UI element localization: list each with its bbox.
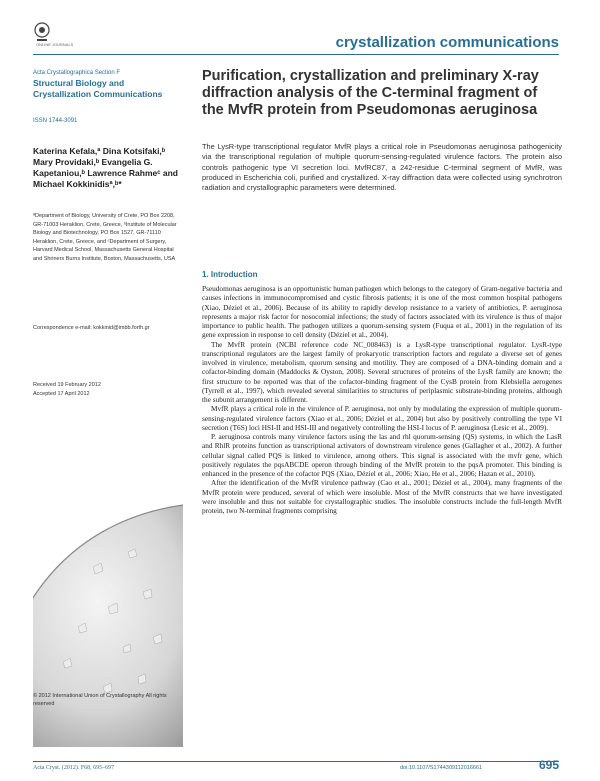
footer-citation: Acta Cryst. (2012). F68, 695–697 (33, 765, 115, 771)
received-date: Received 19 February 2012 (33, 382, 101, 388)
paragraph: MvfR plays a critical role in the virulence of P. aeruginosa, not only by modulating the expression of multiple quorum-sensing-regulated virulence factors (Xiao et al., 2006; Déziel et al., 2004) but also by positively controlling the type VI secretion (T6S) loci HSI-II and HSI-III and negatively controlling the HSI-I locus of P. aeruginosa (Lesic et al., 2009). (202, 404, 562, 432)
correspondence: Correspondence e-mail: kokkinid@imbb.forth.gr (33, 325, 150, 331)
body-text (202, 284, 562, 515)
journal-header: crystallization communications (335, 34, 559, 51)
dates (33, 381, 183, 398)
article-title: Purification, crystallization and preliminary X-ray diffraction analysis of the C-terminal fragment of the MvfR protein from Pseudomonas aeruginosa (202, 68, 539, 118)
footer-rule (33, 761, 559, 762)
abstract: The LysR-type transcriptional regulator MvfR plays a critical role in Pseudomonas aeruginosa pathogenicity via the transcriptional regulation of multiple quorum-sensing-regulated virulence factors. The protein also controls pathogenic type VI secretion loci. MvfRC87, a 242-residue C-terminal segment of MvfR, was produced in Escherichia coli, purified and crystallized. X-ray diffraction data were collected using synchrotron radiation and crystallographic parameters were determined. (202, 142, 562, 193)
authors: Katerina Kefala,ª Dina Kotsifaki,ᵇ Mary Providaki,ᵇ Evangelia G. Kapetaniou,ᵇ Lawrence Rahmeᶜ and Michael Kokkinidisª,ᵇ* (33, 146, 178, 189)
copyright: © 2012 International Union of Crystallography All rights reserved (33, 693, 167, 707)
footer-doi: doi:10.1107/S1744309112016661 (400, 765, 483, 771)
logo-caption: ONLINE JOURNALS (36, 42, 74, 47)
accepted-date: Accepted 17 April 2012 (33, 390, 90, 397)
page-number: 695 (538, 758, 559, 772)
paragraph: The MvfR protein (NCBI reference code NC_008463) is a LysR-type transcriptional regulator. LysR-type transcriptional regulators are the largest family of prokaryotic transcription factors and regulate a diverse set of genes involved in virulence, metabolism, quorum sensing and motility. They are composed of a DNA-binding domain and a cofactor-binding domain (Maddocks & Oyston, 2008). Several structures of proteins of the LysR family are known; the first structure to be reported was that of the cofactor-binding fragment of the CysB protein from Klebsiella aerogenes (Tyrrell et al., 1997), which revealed several similarities to structures of periplasmic substrate-binding proteins, although the subunit arrangement is different. (202, 339, 562, 404)
affiliations: ªDepartment of Biology, University of Crete, PO Box 2208, GR-71003 Heraklion, Crete, Greece, ᵇInstitute of Molecular Biology and Biotechnology, PO Box 1527, GR-71110 Heraklion, Crete, Greece, and ᶜDepartment of Surgery, Harvard Medical School, Massachusetts General Hospital and Shriners Burns Institute, Boston, Massachusetts, USA (33, 213, 177, 262)
section-label: Acta Crystallographica Section F (33, 70, 121, 76)
header-rule (33, 54, 559, 55)
paragraph: Pseudomonas aeruginosa is an opportunistic human pathogen which belongs to the category of Gram-negative bacteria and causes infections in immunocompromised and cystic fibrosis patients; it is one of the most common hospital pathogens (Xiao, Déziel et al., 2006). Because of its ability to rapidly develop resistance to a variety of antibiotics, P. aeruginosa represents a major risk factor for nosocomial infections; the study of factors associated with its virulence is thus of major importance to public health. The pathogen utilizes a quorum-sensing system (Fuqua et al., 2001) in the regulation of its gene expression in response to cell density (Déziel et al., 2004). (202, 284, 562, 340)
issn: ISSN 1744-3091 (33, 118, 78, 124)
paragraph: P. aeruginosa controls many virulence factors using the las and rhl quorum-sensing (QS) systems, in which the LasR and RhlR proteins function as transcriptional activators of downstream virulence genes (Gallagher et al., 2002). A further cellular signal called PQS is linked to virulence, among others. This signal is associated with the mvfr gene, which positively regulates the pqsABCDE operon through binding of the MvfR protein to the pqsA promoter. This binding is enhanced in the presence of the cofactor PQS (Xiao, Déziel et al., 2006; Xiao, He et al., 2006; Hazan et al., 2010). (202, 432, 562, 478)
section-heading: 1. Introduction (202, 270, 258, 279)
paragraph: After the identification of the MvfR virulence pathway (Cao et al., 2001; Déziel et al., 2004), many fragments of the MvfR protein were produced, several of which were insoluble. Most of the MvfR constructs that we have investigated were insoluble and thus not suitable for crystallographic studies. The insoluble constructs include the full-length MvfR protein, two N-terminal fragments comprising (202, 478, 562, 515)
iucr-logo-icon (33, 20, 51, 44)
section-title: Structural Biology and Crystallization Communications (33, 78, 163, 99)
crystal-photo (33, 497, 183, 747)
